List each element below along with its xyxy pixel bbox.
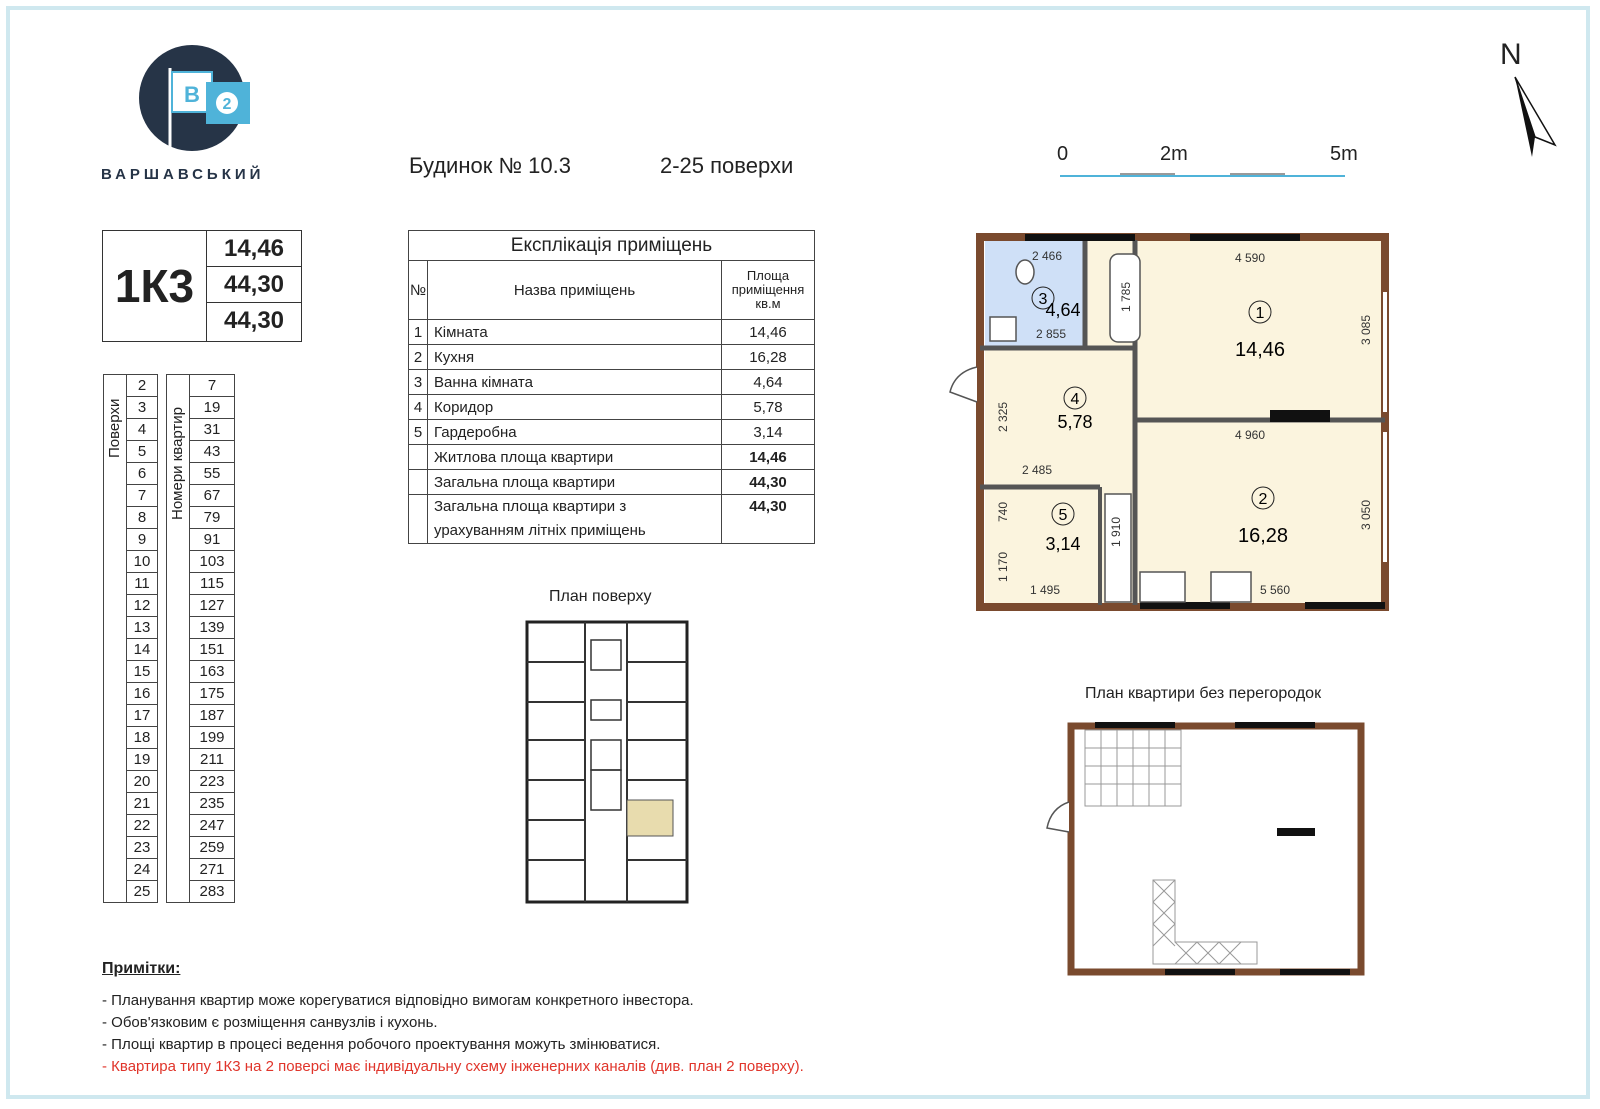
floor-number: 8 — [127, 507, 158, 529]
floors-table-row — [104, 771, 235, 793]
floor-number: 5 — [127, 441, 158, 463]
highlighted-apartment — [627, 800, 673, 836]
floors-table-row — [104, 727, 235, 749]
note-item: - Площі квартир в процесі ведення робочого проектування можуть змінюватися. — [102, 1036, 661, 1053]
scale-label-0: 0 — [1057, 143, 1069, 165]
svg-text:4 590: 4 590 — [1234, 251, 1266, 265]
total-row — [409, 470, 815, 495]
notes-title: Примітки: — [102, 960, 181, 977]
flag-icon — [160, 60, 260, 150]
col-name-header: Назва приміщень — [428, 261, 722, 320]
floor-number: 2 — [127, 375, 158, 397]
note-item: - Обов'язковим є розміщення санвузлів і кухонь. — [102, 1014, 438, 1031]
floors-table-row — [104, 595, 235, 617]
apartment-type-code: 1К3 — [103, 231, 207, 341]
floor-number: 4 — [127, 419, 158, 441]
svg-text:16,28: 16,28 — [1237, 525, 1289, 547]
logo-number: 2 — [222, 96, 232, 113]
apartment-number: 247 — [190, 815, 235, 837]
explication-table — [408, 230, 815, 544]
room-area: 16,28 — [722, 345, 815, 370]
floors-table-row — [104, 551, 235, 573]
open-plan-drawing — [1045, 720, 1385, 980]
total-area: 44,30 — [722, 470, 815, 495]
svg-text:5: 5 — [1058, 507, 1068, 524]
floor-number: 21 — [127, 793, 158, 815]
room-name: Гардеробна — [428, 420, 722, 445]
apartment-number: 127 — [190, 595, 235, 617]
building-title: Будинок № 10.3 — [409, 153, 572, 178]
apartment-number: 115 — [190, 573, 235, 595]
apartment-number: 67 — [190, 485, 235, 507]
floor-number: 11 — [127, 573, 158, 595]
open-plan-label: План квартири без перегородок — [1085, 685, 1322, 702]
svg-text:3 085: 3 085 — [1359, 314, 1373, 346]
floor-plan-label: План поверху — [549, 588, 652, 605]
svg-text:1 785: 1 785 — [1119, 281, 1133, 313]
floors-table-row — [104, 661, 235, 683]
stove-icon — [1211, 572, 1251, 602]
apartment-number: 211 — [190, 749, 235, 771]
floor-number: 7 — [127, 485, 158, 507]
svg-text:3 050: 3 050 — [1359, 499, 1373, 531]
apartment-number: 259 — [190, 837, 235, 859]
row-number: 5 — [409, 420, 428, 445]
total-area: 44,30 — [722, 495, 815, 544]
room-name: Ванна кімната — [428, 370, 722, 395]
floors-table-row — [104, 639, 235, 661]
floor-number: 15 — [127, 661, 158, 683]
floor-number: 24 — [127, 859, 158, 881]
floor-number: 22 — [127, 815, 158, 837]
apartment-number: 79 — [190, 507, 235, 529]
table-row — [409, 395, 815, 420]
total-area-value: 44,30 — [207, 267, 301, 303]
sink-icon — [990, 317, 1016, 341]
total-area: 14,46 — [722, 445, 815, 470]
table-row — [409, 370, 815, 395]
floors-table-row — [104, 837, 235, 859]
logo-letter: B — [184, 82, 200, 107]
floors-table-row — [104, 507, 235, 529]
apartment-number: 271 — [190, 859, 235, 881]
explication-title: Експлікація приміщень — [409, 231, 815, 261]
floors-table-row — [104, 573, 235, 595]
floor-number: 19 — [127, 749, 158, 771]
apartment-number: 103 — [190, 551, 235, 573]
apartment-type-box — [102, 230, 302, 342]
floors-table-row — [104, 485, 235, 507]
table-row — [409, 420, 815, 445]
svg-text:2 855: 2 855 — [1035, 327, 1067, 341]
apartment-number: 199 — [190, 727, 235, 749]
floor-number: 3 — [127, 397, 158, 419]
floors-table-row — [104, 375, 235, 397]
row-number: 1 — [409, 320, 428, 345]
note-warning: - Квартира типу 1К3 на 2 поверсі має індивідуальну схему інженерних каналів (див. план 2 поверху). — [102, 1058, 804, 1075]
total-row — [409, 445, 815, 470]
apartment-number: 139 — [190, 617, 235, 639]
floor-number: 16 — [127, 683, 158, 705]
col-area-header: Площа приміщення кв.м — [722, 261, 815, 320]
room-area: 5,78 — [722, 395, 815, 420]
col-number-header: № — [409, 261, 428, 320]
svg-text:2 485: 2 485 — [1021, 463, 1053, 477]
floors-table-row — [104, 617, 235, 639]
apartment-number: 7 — [190, 375, 235, 397]
svg-text:4,64: 4,64 — [1045, 300, 1081, 320]
room-area: 4,64 — [722, 370, 815, 395]
logo-name: ВАРШАВСЬКИЙ — [101, 166, 265, 183]
floor-number: 10 — [127, 551, 158, 573]
floor-number: 23 — [127, 837, 158, 859]
floors-table-row — [104, 397, 235, 419]
apartment-number: 43 — [190, 441, 235, 463]
room-name: Кухня — [428, 345, 722, 370]
floor-number: 17 — [127, 705, 158, 727]
row-number: 4 — [409, 395, 428, 420]
room-name: Кімната — [428, 320, 722, 345]
floor-number: 12 — [127, 595, 158, 617]
floors-table — [103, 374, 235, 903]
apartment-number: 55 — [190, 463, 235, 485]
svg-text:4 960: 4 960 — [1234, 428, 1266, 442]
floors-table-row — [104, 419, 235, 441]
entry-door-icon — [950, 367, 977, 402]
north-arrow-icon — [1510, 75, 1560, 160]
floors-table-row — [104, 705, 235, 727]
row-number: 3 — [409, 370, 428, 395]
floors-title: 2-25 поверхи — [660, 153, 794, 178]
total-name: Загальна площа квартири з урахуванням літніх приміщень — [428, 495, 722, 544]
floor-number: 9 — [127, 529, 158, 551]
svg-text:1 495: 1 495 — [1029, 583, 1061, 597]
apartment-numbers-label: Номери квартир — [169, 406, 186, 520]
svg-text:740: 740 — [996, 501, 1010, 523]
floor-plan-drawing — [525, 620, 691, 906]
floors-table-row — [104, 749, 235, 771]
floor-number: 14 — [127, 639, 158, 661]
apartment-number: 163 — [190, 661, 235, 683]
floor-number: 6 — [127, 463, 158, 485]
apartment-plan — [945, 232, 1445, 622]
floors-table-row — [104, 529, 235, 551]
total-area-summer-value: 44,30 — [223, 307, 285, 334]
room-name: Коридор — [428, 395, 722, 420]
floors-table-row — [104, 815, 235, 837]
apartment-number: 151 — [190, 639, 235, 661]
apartment-number: 223 — [190, 771, 235, 793]
apartment-number: 31 — [190, 419, 235, 441]
scale-label-2m: 2m — [1160, 143, 1188, 165]
table-row — [409, 345, 815, 370]
apartment-number: 235 — [190, 793, 235, 815]
scale-line — [1060, 170, 1350, 180]
total-name: Загальна площа квартири — [428, 470, 722, 495]
floor-number: 20 — [127, 771, 158, 793]
toilet-icon — [1016, 260, 1034, 284]
svg-text:5,78: 5,78 — [1057, 412, 1093, 432]
room-area: 14,46 — [722, 320, 815, 345]
total-name: Житлова площа квартири — [428, 445, 722, 470]
north-label: N — [1500, 38, 1522, 71]
open-plan-door-icon — [1047, 802, 1069, 832]
floors-table-row — [104, 793, 235, 815]
svg-text:2: 2 — [1258, 491, 1268, 508]
floor-number: 13 — [127, 617, 158, 639]
svg-text:1 910: 1 910 — [1109, 516, 1123, 548]
svg-text:5 560: 5 560 — [1259, 583, 1291, 597]
table-row — [409, 320, 815, 345]
floor-number: 25 — [127, 881, 158, 903]
living-area-value: 14,46 — [207, 231, 301, 267]
apartment-number: 91 — [190, 529, 235, 551]
svg-text:4: 4 — [1070, 391, 1080, 408]
svg-text:3: 3 — [1038, 291, 1048, 308]
floor-number: 18 — [127, 727, 158, 749]
svg-text:2 466: 2 466 — [1031, 249, 1063, 263]
floors-table-row — [104, 441, 235, 463]
floors-table-row — [104, 683, 235, 705]
svg-text:1: 1 — [1255, 305, 1265, 322]
floors-table-row — [104, 859, 235, 881]
apartment-number: 175 — [190, 683, 235, 705]
total-row — [409, 495, 815, 544]
row-number: 2 — [409, 345, 428, 370]
apartment-number: 187 — [190, 705, 235, 727]
apartment-number: 283 — [190, 881, 235, 903]
room-area: 3,14 — [722, 420, 815, 445]
floors-label: Поверхи — [106, 398, 123, 458]
svg-text:2 325: 2 325 — [996, 401, 1010, 433]
svg-text:3,14: 3,14 — [1045, 534, 1081, 554]
svg-text:14,46: 14,46 — [1234, 339, 1286, 361]
note-item: - Планування квартир може корегуватися відповідно вимогам конкретного інвестора. — [102, 992, 694, 1009]
apartment-number: 19 — [190, 397, 235, 419]
svg-text:1 170: 1 170 — [996, 551, 1010, 583]
floors-table-row — [104, 881, 235, 903]
floors-table-row — [104, 463, 235, 485]
scale-label-5m: 5m — [1330, 143, 1358, 165]
